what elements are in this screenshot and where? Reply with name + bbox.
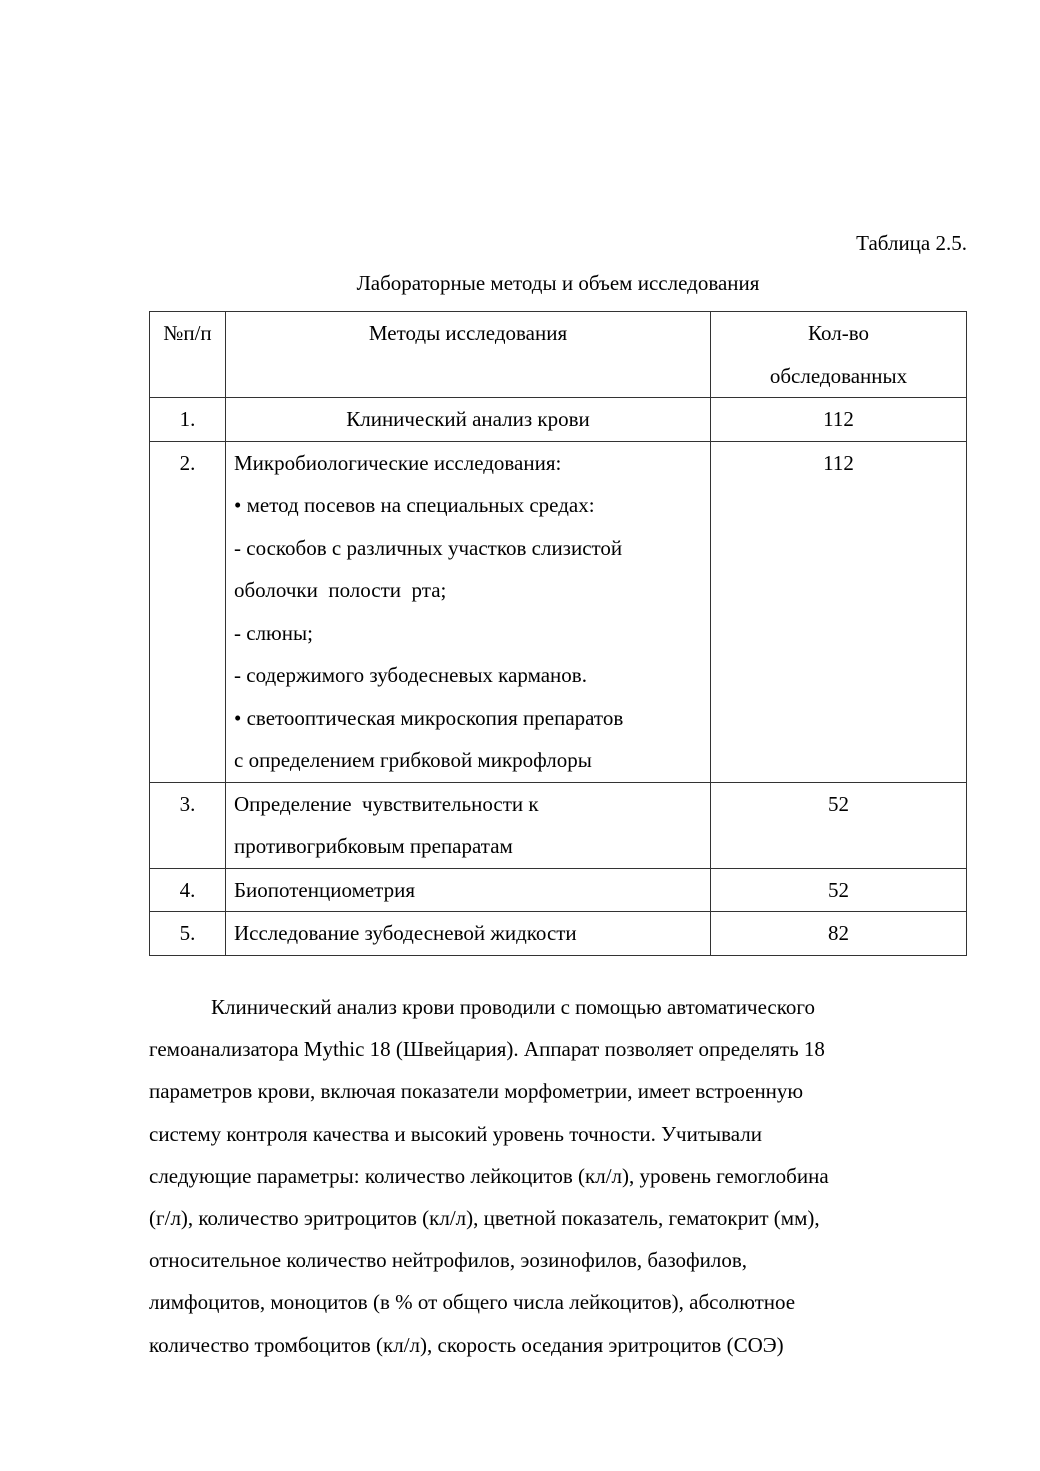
row-method bbox=[226, 441, 711, 782]
row-count: 82 bbox=[711, 912, 967, 956]
table-row bbox=[150, 398, 967, 442]
paragraph-line: Клинический анализ крови проводили с помощью автоматического bbox=[211, 995, 815, 1019]
paragraph-line: (г/л), количество эритроцитов (кл/л), цветной показатель, гематокрит (мм), bbox=[149, 1206, 820, 1231]
paragraph-line: следующие параметры: количество лейкоцитов (кл/л), уровень гемоглобина bbox=[149, 1163, 829, 1188]
paragraph-line: лимфоцитов, моноцитов (в % от общего числа лейкоцитов), абсолютное bbox=[149, 1290, 796, 1315]
header-num: №п/п bbox=[150, 312, 226, 398]
row-method bbox=[226, 782, 711, 868]
paragraph-line: параметров крови, включая показатели морфометрии, имеет встроенную bbox=[149, 1079, 804, 1104]
body-paragraph bbox=[149, 986, 967, 1366]
row-num: 3. bbox=[150, 782, 226, 868]
header-count bbox=[711, 312, 967, 398]
table-row bbox=[150, 912, 967, 956]
row-num: 1. bbox=[150, 398, 226, 442]
row-num: 2. bbox=[150, 441, 226, 782]
table-number: Таблица 2.5. bbox=[856, 231, 967, 255]
method-line: • светооптическая микроскопия препаратов bbox=[234, 705, 624, 730]
method-line: Определение чувствительности к bbox=[234, 791, 539, 816]
method-line: Исследование зубодесневой жидкости bbox=[234, 921, 577, 945]
table-row bbox=[150, 441, 967, 782]
row-method bbox=[226, 912, 711, 956]
row-num: 5. bbox=[150, 912, 226, 956]
paragraph-line: гемоанализатора Mythic 18 (Швейцария). Аппарат позволяет определять 18 bbox=[149, 1037, 825, 1062]
row-count: 52 bbox=[711, 782, 967, 868]
method-line: оболочки полости рта; bbox=[234, 578, 447, 602]
table-row bbox=[150, 782, 967, 868]
table-title: Лабораторные методы и объем исследования bbox=[356, 271, 760, 295]
methods-table bbox=[149, 311, 967, 956]
row-count: 112 bbox=[711, 441, 967, 782]
method-line: Клинический анализ крови bbox=[346, 407, 590, 431]
method-line: - содержимого зубодесневых карманов. bbox=[234, 663, 587, 687]
row-count: 112 bbox=[711, 398, 967, 442]
row-method bbox=[226, 868, 711, 912]
method-line: Биопотенциометрия bbox=[234, 877, 416, 902]
method-line: с определением грибковой микрофлоры bbox=[234, 748, 592, 772]
method-line: противогрибковым препаратам bbox=[234, 834, 513, 858]
method-line: • метод посевов на специальных средах: bbox=[234, 493, 595, 517]
paragraph-line: количество тромбоцитов (кл/л), скорость оседания эритроцитов (СОЭ) bbox=[149, 1332, 784, 1357]
row-num: 4. bbox=[150, 868, 226, 912]
row-count: 52 bbox=[711, 868, 967, 912]
method-line: Микробиологические исследования: bbox=[234, 450, 562, 475]
header-count-line: Кол-во bbox=[808, 321, 869, 345]
header-count-line: обследованных bbox=[769, 363, 908, 388]
table-row bbox=[150, 868, 967, 912]
method-line: - слюны; bbox=[234, 620, 313, 645]
method-line: - соскобов с различных участков слизистой bbox=[234, 535, 623, 560]
header-method: Методы исследования bbox=[226, 312, 711, 398]
paragraph-line: относительное количество нейтрофилов, эозинофилов, базофилов, bbox=[149, 1248, 748, 1273]
table-header-row bbox=[150, 312, 967, 398]
paragraph-line: систему контроля качества и высокий уровень точности. Учитывали bbox=[149, 1121, 762, 1146]
row-method bbox=[226, 398, 711, 442]
